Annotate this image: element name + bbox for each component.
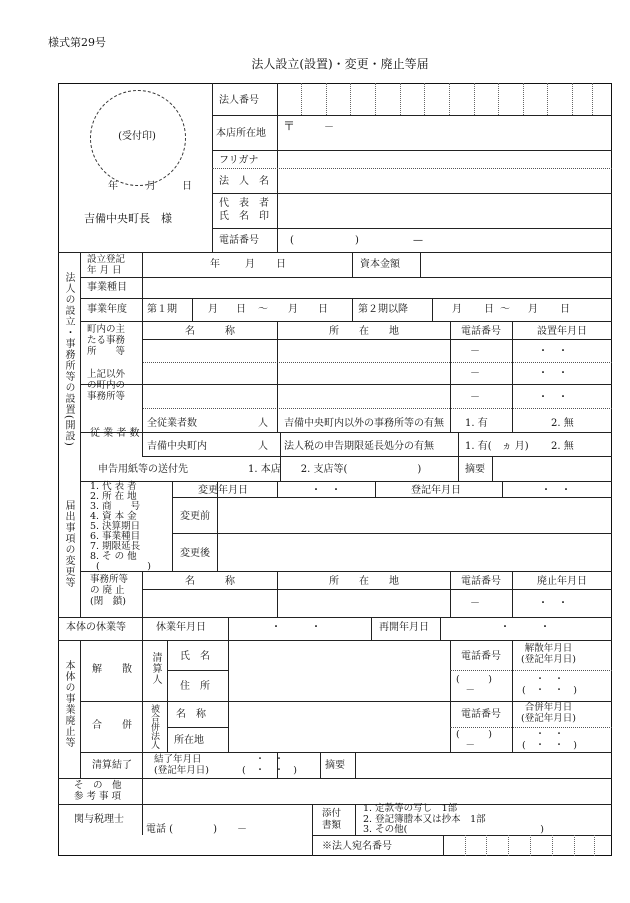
merge-date-dots: ・ ・ ( ・ ・ ) — [522, 729, 577, 751]
col-address: 所 在 地 — [329, 326, 399, 337]
memo-label: 摘要 — [465, 464, 485, 475]
ans2-yes: 1. 有( ヵ 月) — [465, 441, 529, 452]
dash-3: － — [470, 392, 480, 403]
form-title: 法人設立(設置)・変更・廃止等届 — [251, 57, 429, 71]
section-establishment: 法人の設立・事務所等の設置(開設) — [63, 272, 74, 447]
dots-1: ・ ・ — [538, 346, 568, 357]
abolish-col-date: 廃止年月日 — [537, 576, 587, 587]
first-period: 第１期 — [147, 304, 177, 315]
tel-dash: — — [413, 235, 423, 246]
date-year: 年 — [108, 181, 118, 192]
merge-tel-paren: ( ) － — [456, 729, 492, 751]
abolish-label: 事務所等 の 廃 止 (閉 鎖) — [90, 574, 129, 607]
abolish-dash: － — [470, 598, 480, 609]
change-reg-dots: ・ ・ — [541, 485, 571, 496]
business-label: 事業種目 — [87, 282, 127, 293]
reg-date-label: 設立登記 年 月 日 — [87, 254, 126, 276]
col-tel: 電話番号 — [461, 326, 501, 337]
ans1-yes: 1. 有 — [465, 418, 488, 429]
change-date-dots: ・ ・ — [311, 485, 341, 496]
section-change: 届出事項の変更等 — [63, 500, 74, 588]
form-number: 様式第29号 — [48, 36, 106, 49]
merge-name-label: 名 称 — [176, 709, 206, 720]
attach-list: 1. 定款等の写し 1部 2. 登記簿謄本又は抄本 1部 3. その他( ) — [363, 803, 544, 835]
abolish-dots: ・ ・ — [538, 598, 568, 609]
furigana-label: フリガナ — [219, 155, 259, 166]
merge-addr-label: 所在地 — [174, 735, 204, 746]
question-extension: 法人税の申告期限延長処分の有無 — [284, 441, 434, 452]
sp-m1: 月 — [452, 304, 462, 315]
sp-tilde: ～ — [500, 304, 510, 315]
idle-date-label: 休業年月日 — [156, 622, 206, 633]
reg-day: 日 — [276, 259, 286, 270]
dash-1: － — [470, 346, 480, 357]
end-date-label: 結了年月日 (登記年月日) — [154, 754, 209, 776]
tel-paren-open: ( — [290, 235, 294, 246]
change-items: 1. 代 表 者 2. 所 在 地 3. 商 号 4. 資 本 金 5. 決算期日 6. 事業種目 7. 期限延長 8. そ の 他 ( ) — [90, 481, 151, 572]
reg-month: 月 — [245, 259, 255, 270]
dis-date-label: 解散年月日 (登記年月日) — [521, 643, 576, 665]
corp-name-label: 法 人 名 — [219, 176, 269, 187]
fp-m2: 月 — [288, 304, 298, 315]
section-discontinue: 本体の事業廃止等 — [63, 660, 74, 748]
emp-town-unit: 人 — [258, 441, 268, 452]
postal-dash: － — [324, 122, 334, 133]
abolish-col-addr: 所 在 地 — [329, 576, 399, 587]
tel-label: 電話番号 — [219, 235, 259, 246]
main-office-label: 町内の主 たる事務 所 等 — [87, 324, 126, 357]
capital-label: 資本金額 — [360, 259, 400, 270]
liquidator-label: 清算人 — [150, 652, 161, 685]
tel-paren-close: ) — [355, 235, 359, 246]
sp-m2: 月 — [528, 304, 538, 315]
sp-d1: 日 — [484, 304, 494, 315]
date-day: 日 — [182, 181, 192, 192]
resume-dots: ・ ・ — [500, 622, 550, 633]
sp-d2: 日 — [560, 304, 570, 315]
tax-accountant-tel: 電話 ( ) － — [146, 824, 247, 835]
addressee: 吉備中央町長 様 — [84, 212, 172, 225]
resume-label: 再開年月日 — [379, 622, 429, 633]
fiscal-label: 事業年度 — [87, 304, 127, 315]
merge-tel-label: 電話番号 — [461, 709, 501, 720]
corp-number-label: 法人番号 — [219, 95, 259, 106]
second-period: 第２期以降 — [358, 304, 408, 315]
dots-3: ・ ・ — [538, 392, 568, 403]
after-label: 変更後 — [180, 548, 210, 559]
dis-tel-label: 電話番号 — [461, 651, 501, 662]
abolish-col-name: 名 称 — [185, 576, 235, 587]
ans2-no: 2. 無 — [551, 441, 574, 452]
attach-label: 添付 書類 — [322, 808, 342, 831]
col-name: 名 称 — [185, 326, 235, 337]
fp-d2: 日 — [318, 304, 328, 315]
emp-all-label: 全従業者数 — [147, 418, 197, 429]
fp-m1: 月 — [208, 304, 218, 315]
before-label: 変更前 — [180, 511, 210, 522]
addressee-number-label: ※法人宛名番号 — [322, 841, 392, 852]
dash-2: － — [470, 368, 480, 379]
fp-tilde: ～ — [258, 304, 268, 315]
postal-mark: 〒 — [283, 119, 296, 133]
emp-all-unit: 人 — [258, 418, 268, 429]
end-date-dots: ・ ・ ( ・ ・ ) — [242, 754, 297, 776]
dis-tel-paren: ( ) － — [456, 674, 492, 696]
tax-accountant-label: 関与税理士 — [74, 814, 124, 825]
merge-date-label: 合併年月日 (登記年月日) — [521, 702, 576, 724]
employees-label: 従 業 者 数 — [90, 428, 140, 439]
rep-label-1: 代 表 者 — [219, 198, 269, 209]
dis-date-dots: ・ ・ ( ・ ・ ) — [522, 674, 577, 696]
question-other-office: 吉備中央町内以外の事務所等の有無 — [284, 418, 444, 429]
hq-address-label: 本店所在地 — [216, 128, 266, 139]
date-month: 月 — [146, 181, 156, 192]
rep-label-2: 氏 名 印 — [219, 211, 269, 222]
change-date-label: 変更年月日 — [198, 485, 248, 496]
liq-end-label: 清算結了 — [92, 760, 132, 771]
ans1-no: 2. 無 — [551, 418, 574, 429]
other-office-label: 上記以外 の町内の 事務所等 — [87, 369, 126, 402]
other-info-label: そ の 他 参 考 事 項 — [74, 780, 122, 802]
dissolve-label: 解 散 — [92, 664, 132, 675]
reg-year: 年 — [210, 259, 220, 270]
stamp-label: (受付印) — [118, 131, 156, 142]
col-setup-date: 設置年月日 — [537, 326, 587, 337]
liq-name-label: 氏 名 — [180, 651, 210, 662]
merge-label: 合 併 — [92, 720, 132, 731]
idle-dots: ・ ・ — [271, 622, 321, 633]
fp-d1: 日 — [236, 304, 246, 315]
idle-label: 本体の休業等 — [66, 622, 126, 633]
end-memo-label: 摘要 — [325, 760, 345, 771]
abolish-col-tel: 電話番号 — [461, 576, 501, 587]
send-label: 申告用紙等の送付先 — [98, 464, 188, 475]
change-reg-date-label: 登記年月日 — [411, 485, 461, 496]
dots-2: ・ ・ — [538, 368, 568, 379]
liq-addr-label: 住 所 — [180, 681, 210, 692]
emp-town-label: 吉備中央町内 — [147, 441, 207, 452]
merged-corp-label: 被合併法人 — [149, 704, 159, 749]
send-options: 1. 本店 2. 支店等( ) — [248, 464, 422, 475]
